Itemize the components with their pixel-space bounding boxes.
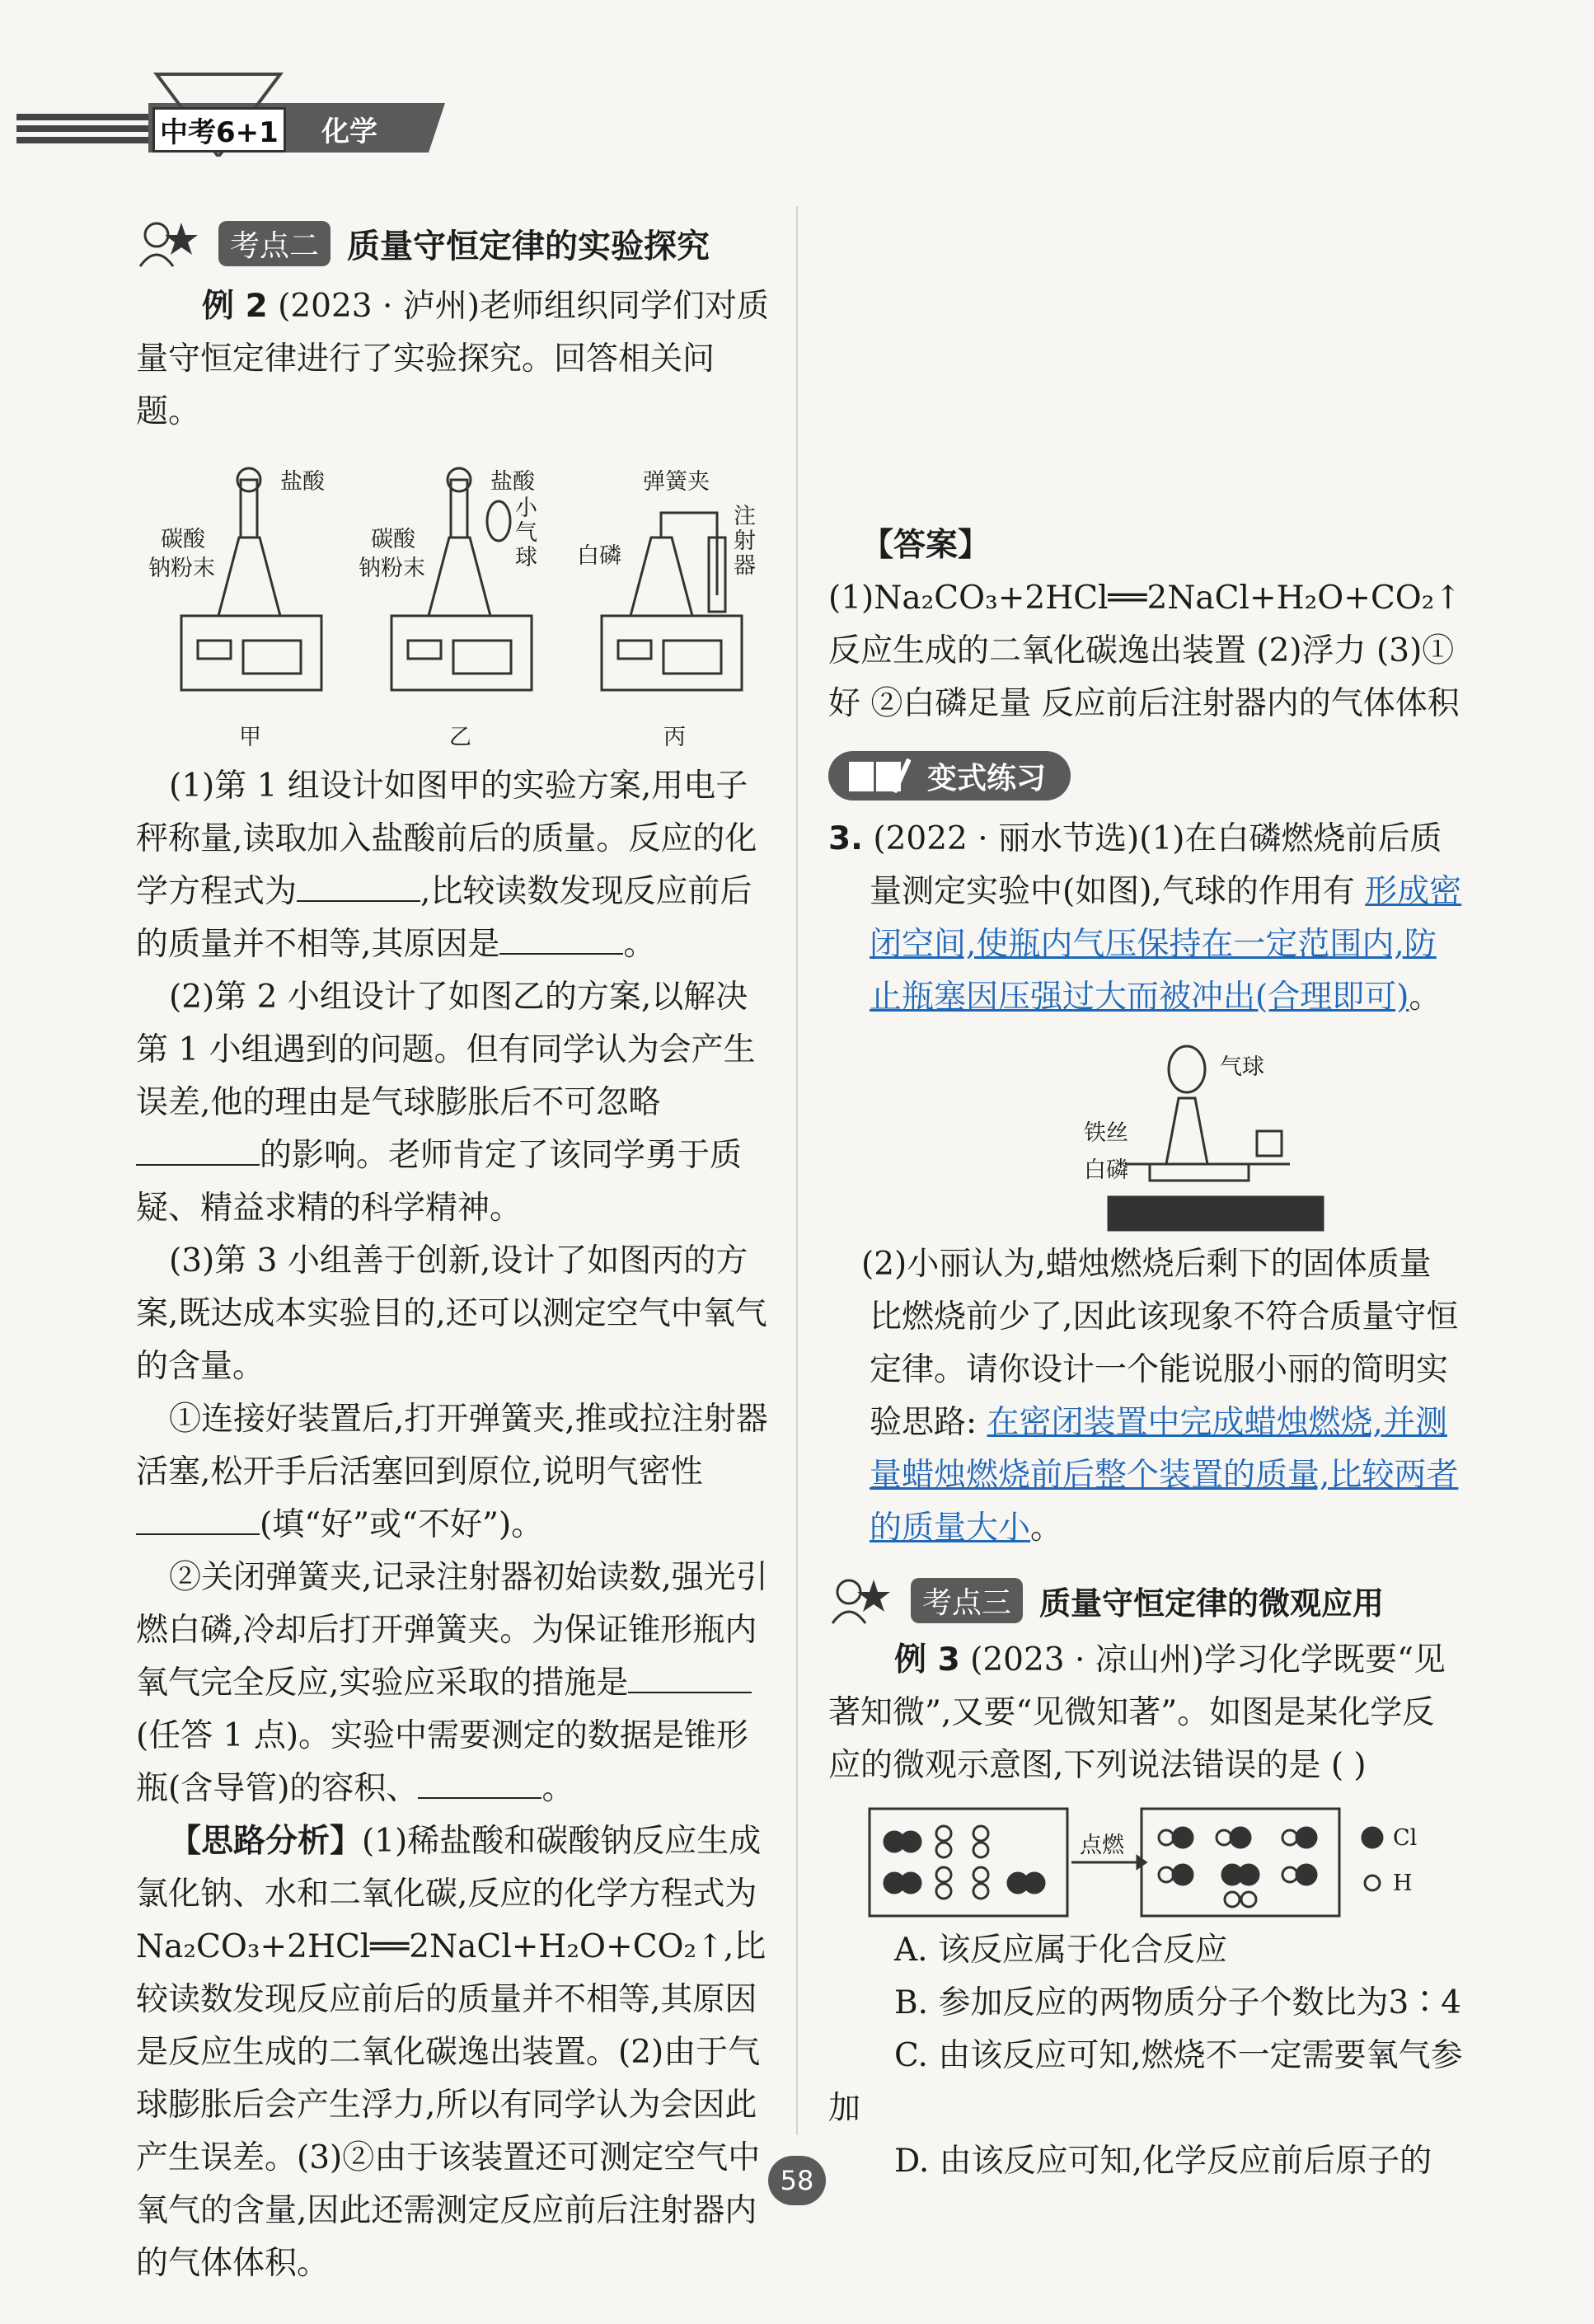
question3-2 xyxy=(136,1552,771,1815)
example2-intro xyxy=(136,280,771,439)
question3: (3)第 3 小组善于创新,设计了如图丙的方案,既达成本实验目的,还可以测定空气中氧气的含量。 xyxy=(136,1242,767,1385)
q3-1-blank[interactable] xyxy=(136,1504,260,1535)
section3-title: 质量守恒定律的微观应用 xyxy=(1039,1585,1385,1622)
example2-label: 例 2 xyxy=(202,288,268,325)
option-a[interactable]: A. 该反应属于化合反应 xyxy=(894,1932,1227,1969)
book-pen-icon xyxy=(845,755,911,796)
label-bailin-1: 白磷 xyxy=(577,543,621,569)
practice-q3-number: 3. xyxy=(828,820,863,857)
answer-text: (1)Na₂CO₃+2HCl══2NaCl+H₂O+CO₂↑ 反应生成的二氧化碳逸出装置 (2)浮力 (3)①好 ②白磷足量 反应前后注射器内的气体体积 xyxy=(828,580,1462,722)
q1-text-b: ,比较读数发现反应前后的质量并不相等,其原因是 xyxy=(136,873,752,963)
option-c[interactable]: C. 由该反应可知,燃烧不一定需要氧气参加 xyxy=(828,2037,1463,2127)
label-jia: 甲 xyxy=(239,725,261,750)
q1-text-a: (1)第 1 组设计如图甲的实验方案,用电子秤称量,读取加入盐酸前后的质量。反应的化学方程式为 xyxy=(136,768,757,910)
q3-2-blank-1[interactable] xyxy=(628,1662,752,1693)
q3-2-text-c: 。 xyxy=(541,1770,574,1807)
question1 xyxy=(136,760,771,971)
q3-1-text-a: ①连接好装置后,打开弹簧夹,推或拉注射器活塞,松开手后活塞回到原位,说明气密性 xyxy=(136,1401,768,1491)
label-yansuan-2: 盐酸 xyxy=(490,469,535,495)
practice-q3-2-text: (2)小丽认为,蜡烛燃烧后剩下的固体质量比燃烧前少了,因此该现象不符合质量守恒定律。请你设计一个能说服小丽的简明实验思路: xyxy=(861,1246,1459,1441)
label-bing: 丙 xyxy=(663,725,686,750)
practice-q3-part1 xyxy=(828,813,1463,1024)
label-yi: 乙 xyxy=(449,725,471,750)
section2-title: 质量守恒定律的实验探究 xyxy=(347,227,710,265)
question2 xyxy=(136,971,771,1235)
answer xyxy=(828,519,1463,730)
label-dianran: 点燃 xyxy=(1080,1833,1124,1858)
practice-q3-2-answer: 在密闭装置中完成蜡烛燃烧,并测量蜡烛燃烧前后整个装置的质量,比较两者的质量大小 xyxy=(870,1404,1459,1547)
balance-figure xyxy=(828,1032,1463,1238)
apparatus-figure xyxy=(136,447,771,760)
practice-q3-1-answer: 形成密闭空间,使瓶内气压保持在一定范围内,防止瓶塞因压强过大而被冲出(合理即可) xyxy=(870,873,1462,1016)
practice-q3-1-end: 。 xyxy=(1409,979,1442,1016)
section2-badge: 考点二 xyxy=(218,221,331,266)
header-brand: 中考6+1 xyxy=(152,107,286,153)
label-tanhuangjia: 弹簧夹 xyxy=(643,469,710,495)
label-cl: Cl xyxy=(1393,1825,1418,1851)
label-qiqiu: 气球 xyxy=(1220,1054,1264,1080)
example3-stem xyxy=(828,1634,1463,1792)
page-number: 58 xyxy=(780,2165,814,2196)
answer-label: 【答案】 xyxy=(861,527,991,564)
balance-drawing xyxy=(828,1032,1463,1238)
label-xiaoqiqiu: 小气球 xyxy=(515,495,537,570)
example3-label: 例 3 xyxy=(894,1641,960,1678)
header-banner xyxy=(16,99,429,148)
option-d[interactable]: D. 由该反应可知,化学反应前后原子的 xyxy=(894,2143,1432,2180)
label-zhusheqi: 注射器 xyxy=(734,504,756,579)
label-h: H xyxy=(1393,1871,1413,1896)
label-tansuan-1: 碳酸 xyxy=(161,527,205,552)
practice-q3-1-text: (2022 · 丽水节选)(1)在白磷燃烧前后质量测定实验中(如图),气球的作用有 xyxy=(870,820,1442,910)
q3-1-text-b: (填“好”或“不好”)。 xyxy=(260,1506,544,1543)
example2-intro-text: (2023 · 泸州)老师组织同学们对质量守恒定律进行了实验探究。回答相关问题。 xyxy=(136,288,769,430)
label-tiesi: 铁丝 xyxy=(1084,1120,1128,1146)
analysis-text: (1)稀盐酸和碳酸钠反应生成氯化钠、水和二氧化碳,反应的化学方程式为 Na₂CO₃+2HCl══2NaCl+H₂O+CO₂↑,比较读数发现反应前后的质量并不相等,其原因是反应生成的二氧化碳逸出装置。(2)由于气球膨胀后会产生浮力,所以有同学认为会因此产生误差。(3)②由于该装置还可测定空气中氧气的含量,因此还需测定反应前后注射器内的气体体积。 xyxy=(136,1823,767,2282)
practice-q3-2-end: 。 xyxy=(1030,1509,1063,1547)
analysis xyxy=(136,1815,771,2290)
analysis-label: 【思路分析】 xyxy=(169,1823,363,1860)
label-tansuan-2: 碳酸 xyxy=(371,527,415,552)
section3-badge: 考点三 xyxy=(911,1578,1023,1623)
header-subject: 化学 xyxy=(321,115,377,148)
label-bailin-2: 白磷 xyxy=(1084,1157,1128,1183)
q1-text-c: 。 xyxy=(623,926,656,963)
label-nafenmo-2: 钠粉末 xyxy=(359,556,425,581)
q3-2-text-b: (任答 1 点)。实验中需要测定的数据是锥形瓶(含导管)的容积、 xyxy=(136,1717,749,1807)
q2-text-b: 的影响。老师肯定了该同学勇于质疑、精益求精的科学精神。 xyxy=(136,1137,743,1227)
practice-heading xyxy=(828,747,1463,805)
q1-blank-2[interactable] xyxy=(499,923,623,955)
example3-stem-text: (2023 · 凉山州)学习化学既要“见著知微”,又要“见微知著”。如图是某化学反应的微观示意图,下列说法错误的是 xyxy=(828,1641,1446,1784)
practice-q3-part2 xyxy=(828,1238,1463,1555)
column-divider xyxy=(796,206,798,2135)
label-yansuan-1: 盐酸 xyxy=(280,469,325,495)
practice-banner xyxy=(828,751,1071,800)
label-nafenmo-1: 钠粉末 xyxy=(148,556,215,581)
star-person-icon-2 xyxy=(828,1575,894,1625)
reaction-drawing xyxy=(828,1801,1463,1924)
q2-text-a: (2)第 2 小组设计了如图乙的方案,以解决第 1 小组遇到的问题。但有同学认为会产生误差,他的理由是气球膨胀后不可忽略 xyxy=(136,979,756,1121)
star-person-icon xyxy=(136,218,202,268)
q3-2-text-a: ②关闭弹簧夹,记录注射器初始读数,强光引燃白磷,冷却后打开弹簧夹。为保证锥形瓶内氧气完全反应,实验应采取的措施是 xyxy=(136,1559,768,1702)
reaction-figure xyxy=(828,1801,1463,1924)
section3-heading xyxy=(828,1571,1463,1629)
question3-1 xyxy=(136,1393,771,1552)
right-column-main xyxy=(828,519,1463,2188)
q3-2-blank-2[interactable] xyxy=(418,1768,541,1799)
section2-heading xyxy=(136,214,771,272)
left-column xyxy=(136,214,771,2290)
example3-answer-paren: ( ) xyxy=(1330,1747,1367,1784)
q1-blank-1[interactable] xyxy=(297,871,420,902)
page-number-badge xyxy=(768,2156,826,2205)
option-b[interactable]: B. 参加反应的两物质分子个数比为3∶4 xyxy=(894,1984,1462,2021)
q2-blank[interactable] xyxy=(136,1134,260,1166)
practice-badge: 变式练习 xyxy=(927,761,1047,796)
